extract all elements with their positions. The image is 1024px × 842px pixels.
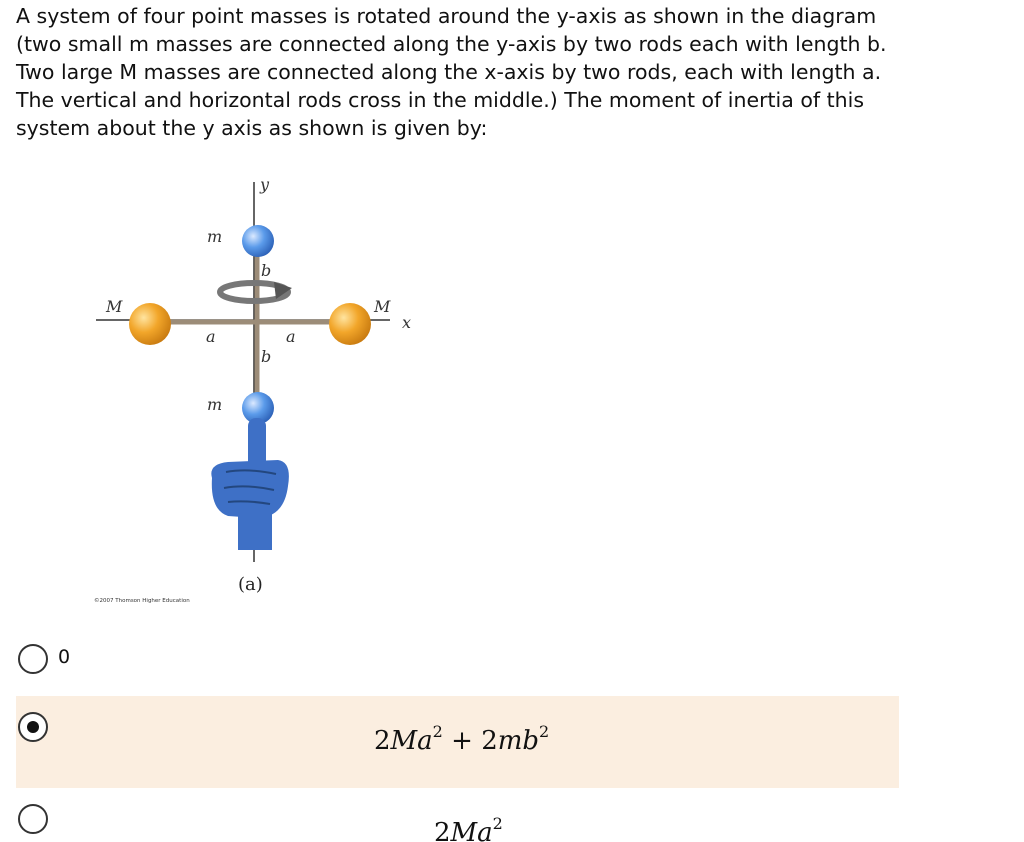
mass-small-top [242,225,274,257]
label-mass-small-top: m [207,227,223,246]
question-line: Two large M masses are connected along the x-axis by two rods, each with length a. [16,60,882,84]
var-1: Ma [390,726,433,756]
radio-button[interactable] [18,804,48,834]
option-formula [434,814,503,842]
diagram-svg [88,170,428,610]
question-line: (two small m masses are connected along the y-axis by two rods each with length b. [16,32,887,56]
power-2: 2 [539,722,550,741]
option-label: 0 [58,646,71,668]
label-rod-b-top: b [261,261,272,280]
operator-plus: + [451,726,473,756]
label-mass-small-bottom: m [207,395,223,414]
option-formula [374,722,550,756]
figure-caption: (a) [238,574,263,595]
var-2: mb [497,726,540,756]
power-1: 2 [492,814,503,833]
label-rod-b-bottom: b [261,347,272,366]
coef-1: 2 [374,726,391,756]
hand-illustration [211,418,289,550]
label-rod-a-left: a [206,327,216,346]
question-line: The vertical and horizontal rods cross in the middle.) The moment of inertia of this [16,88,865,112]
label-mass-large-left: M [106,297,123,316]
answer-option-1[interactable] [16,640,899,678]
var-1: Ma [450,818,493,842]
coef-2: 2 [481,726,498,756]
answer-option-3[interactable] [16,796,899,842]
label-rod-a-right: a [286,327,296,346]
figure-copyright: ©2007 Thomson Higher Education [94,598,190,604]
answer-option-2[interactable] [16,696,899,788]
radio-button-selected[interactable] [18,712,48,742]
radio-button[interactable] [18,644,48,674]
mass-large-right [329,303,371,345]
label-mass-large-right: M [374,297,391,316]
diagram-figure [88,170,428,610]
mass-large-left [129,303,171,345]
question-text [16,2,916,142]
coef-1: 2 [434,818,451,842]
question-line: A system of four point masses is rotated around the y-axis as shown in the diagram [16,4,877,28]
question-line: system about the y axis as shown is given by: [16,116,488,140]
label-x-axis: x [402,313,412,332]
label-y-axis: y [260,175,270,194]
power-1: 2 [432,722,443,741]
